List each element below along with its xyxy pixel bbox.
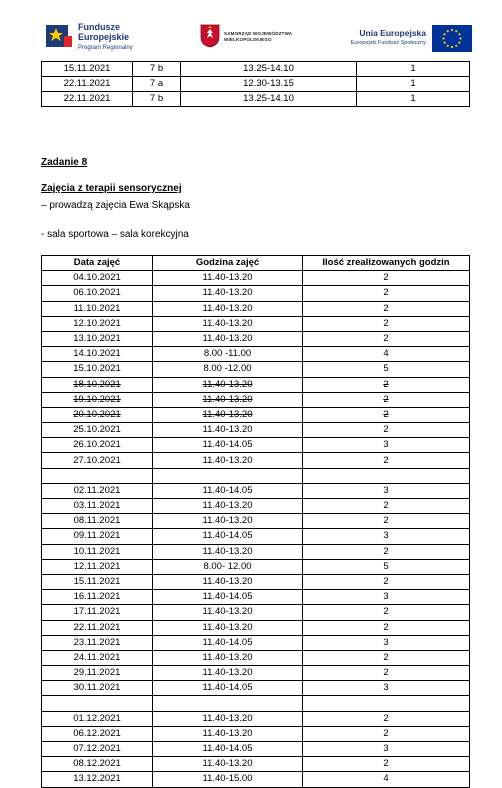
table-cell: 11.40-13.20 [153,301,303,316]
table-cell: 11.40-13.20 [153,711,303,726]
table-cell: 2 [303,620,470,635]
table-cell: 8.00 -12.00 [153,362,303,377]
logo-bar [0,0,502,62]
table-cell: 11.40-13.20 [153,544,303,559]
table-cell: 01.12.2021 [42,711,153,726]
table-cell: 3 [303,483,470,498]
table-cell: 2 [303,514,470,529]
table-row [42,62,470,77]
table-cell: 11.40-13.20 [153,377,303,392]
task-lead: – prowadzą zajęcia Ewa Skąpska [41,200,190,211]
table-cell: 7 a [133,77,181,92]
table-cell: 11.40-13.20 [153,407,303,422]
table-row [42,681,470,696]
table-cell: 2 [303,316,470,331]
table-cell: 04.10.2021 [42,271,153,286]
table-row [42,742,470,757]
table-cell: 11.40-13.20 [153,605,303,620]
samorzad-wojewodztwa-logo [200,22,300,52]
table-row [42,620,470,635]
fe-logo-line3: Program Regionalny [78,45,133,51]
table-cell: 12.11.2021 [42,559,153,574]
table-row [42,666,470,681]
table-cell: 18.10.2021 [42,377,153,392]
table-row [42,757,470,772]
table-cell: 2 [303,453,470,468]
fundusze-europejskie-icon [44,22,74,50]
table-row [42,635,470,650]
table-cell: 3 [303,438,470,453]
table-cell: 4 [303,772,470,787]
table-cell: 3 [303,742,470,757]
column-header-time: Godzina zajęć [153,256,303,271]
coat-of-arms-icon [200,24,220,48]
table-cell: 11.40-13.20 [153,620,303,635]
table-cell: 12.10.2021 [42,316,153,331]
table-cell: 22.11.2021 [42,77,133,92]
table-cell: 2 [303,331,470,346]
previous-task-table [41,61,470,107]
table-cell: 8.00- 12.00 [153,559,303,574]
table-row [42,544,470,559]
table-cell: 11.40-15.00 [153,772,303,787]
table-cell: 11.40-14.05 [153,742,303,757]
table-cell: 23.11.2021 [42,635,153,650]
table-row [42,362,470,377]
fe-logo-line1: Fundusze [78,22,120,32]
table-cell: 13.25-14.10 [181,92,357,107]
sw-logo-line1: SAMORZĄD WOJEWÓDZTWA [224,31,293,36]
table-cell: 2 [303,757,470,772]
table-cell: 17.11.2021 [42,605,153,620]
table-cell: 20.10.2021 [42,407,153,422]
table-header-row [42,256,470,271]
table-cell: 2 [303,711,470,726]
table-cell: 15.11.2021 [42,574,153,589]
table-cell [153,468,303,483]
table-cell: 11.40-14.05 [153,438,303,453]
table-row [42,483,470,498]
table-cell: 11.40-13.20 [153,514,303,529]
table-cell: 26.10.2021 [42,438,153,453]
table-row [42,772,470,787]
table-cell: 2 [303,301,470,316]
table-row [42,453,470,468]
table-cell: 2 [303,574,470,589]
table-cell: 2 [303,407,470,422]
table-row [42,316,470,331]
table-cell: 1 [357,77,470,92]
table-cell: 11.40-13.20 [153,286,303,301]
table-row [42,529,470,544]
table-cell: 14.10.2021 [42,347,153,362]
table-cell: 2 [303,605,470,620]
table-cell: 3 [303,635,470,650]
table-row [42,407,470,422]
table-cell: 3 [303,590,470,605]
table-cell: 10.11.2021 [42,544,153,559]
table-cell: 13.12.2021 [42,772,153,787]
ue-logo-line2: Europejski Fundusz Społeczny [350,40,426,46]
table-row [42,574,470,589]
table-cell: 11.40-13.20 [153,666,303,681]
table-cell: 11.40-13.20 [153,650,303,665]
task-title: Zadanie 8 [41,157,88,168]
table-cell [303,468,470,483]
table-cell: 2 [303,544,470,559]
table-cell: 2 [303,499,470,514]
table-cell [153,696,303,711]
table-row [42,347,470,362]
fundusze-europejskie-logo [44,20,154,56]
table-cell: 25.10.2021 [42,423,153,438]
task-room: - sala sportowa – sala korekcyjna [41,229,189,240]
table-cell: 1 [357,92,470,107]
table-row [42,438,470,453]
table-cell: 22.11.2021 [42,620,153,635]
table-cell: 02.11.2021 [42,483,153,498]
table-row [42,92,470,107]
table-cell: 15.11.2021 [42,62,133,77]
table-row [42,650,470,665]
column-header-date: Data zajęć [42,256,153,271]
table-cell: 8.00 -11.00 [153,347,303,362]
table-cell: 5 [303,362,470,377]
table-row [42,331,470,346]
table-cell: 2 [303,423,470,438]
table-cell [42,468,153,483]
table-cell: 06.12.2021 [42,726,153,741]
table-cell: 11.40-13.20 [153,271,303,286]
table-cell: 2 [303,271,470,286]
table-row [42,377,470,392]
table-cell: 11.40-14.05 [153,681,303,696]
table-cell: 15.10.2021 [42,362,153,377]
table-cell: 29.11.2021 [42,666,153,681]
table-cell: 2 [303,726,470,741]
eu-flag-icon [432,25,472,52]
table-cell: 13.10.2021 [42,331,153,346]
table-cell: 16.11.2021 [42,590,153,605]
table-cell: 4 [303,347,470,362]
table-row [42,499,470,514]
table-row [42,392,470,407]
table-cell: 11.40-14.05 [153,529,303,544]
sessions-table [41,255,470,788]
table-cell: 2 [303,650,470,665]
table-cell: 11.40-13.20 [153,726,303,741]
table-row [42,605,470,620]
table-cell: 19.10.2021 [42,392,153,407]
task-subtitle: Zajęcia z terapii sensorycznej [41,183,182,194]
table-cell: 08.12.2021 [42,757,153,772]
table-cell: 09.11.2021 [42,529,153,544]
table-cell: 11.40-13.20 [153,757,303,772]
table-cell: 2 [303,666,470,681]
table-cell: 06.10.2021 [42,286,153,301]
table-row [42,77,470,92]
table-cell: 03.11.2021 [42,499,153,514]
table-cell [42,696,153,711]
table-cell: 2 [303,392,470,407]
table-cell [303,696,470,711]
table-cell: 11.40-13.20 [153,331,303,346]
table-row [42,559,470,574]
table-cell: 7 b [133,92,181,107]
table-cell: 3 [303,681,470,696]
table-cell: 11.10.2021 [42,301,153,316]
table-cell: 30.11.2021 [42,681,153,696]
table-cell: 13.25-14.10 [181,62,357,77]
table-cell: 11.40-14.05 [153,635,303,650]
table-row [42,286,470,301]
unia-europejska-logo [330,24,472,54]
table-row [42,711,470,726]
table-cell: 24.11.2021 [42,650,153,665]
table-cell: 11.40-13.20 [153,316,303,331]
table-cell: 11.40-13.20 [153,499,303,514]
table-row [42,423,470,438]
fe-logo-line2: Europejskie [78,32,130,42]
table-row [42,468,470,483]
table-row [42,301,470,316]
table-cell: 12.30-13.15 [181,77,357,92]
table-cell: 2 [303,286,470,301]
table-cell: 07.12.2021 [42,742,153,757]
table-cell: 11.40-13.20 [153,574,303,589]
ue-logo-line1: Unia Europejska [359,28,426,38]
table-cell: 11.40-14.05 [153,483,303,498]
table-cell: 1 [357,62,470,77]
table-row [42,696,470,711]
table-cell: 27.10.2021 [42,453,153,468]
table-cell: 2 [303,377,470,392]
table-row [42,514,470,529]
table-cell: 11.40-13.20 [153,423,303,438]
table-cell: 22.11.2021 [42,92,133,107]
table-row [42,726,470,741]
table-cell: 3 [303,529,470,544]
table-cell: 11.40-14.05 [153,590,303,605]
table-row [42,590,470,605]
column-header-hours: Ilość zrealizowanych godzin [303,256,470,271]
table-cell: 11.40-13.20 [153,453,303,468]
table-cell: 08.11.2021 [42,514,153,529]
table-cell: 5 [303,559,470,574]
table-cell: 11.40-13.20 [153,392,303,407]
table-row [42,271,470,286]
table-cell: 7 b [133,62,181,77]
sw-logo-line2: WIELKOPOLSKIEGO [224,36,272,42]
